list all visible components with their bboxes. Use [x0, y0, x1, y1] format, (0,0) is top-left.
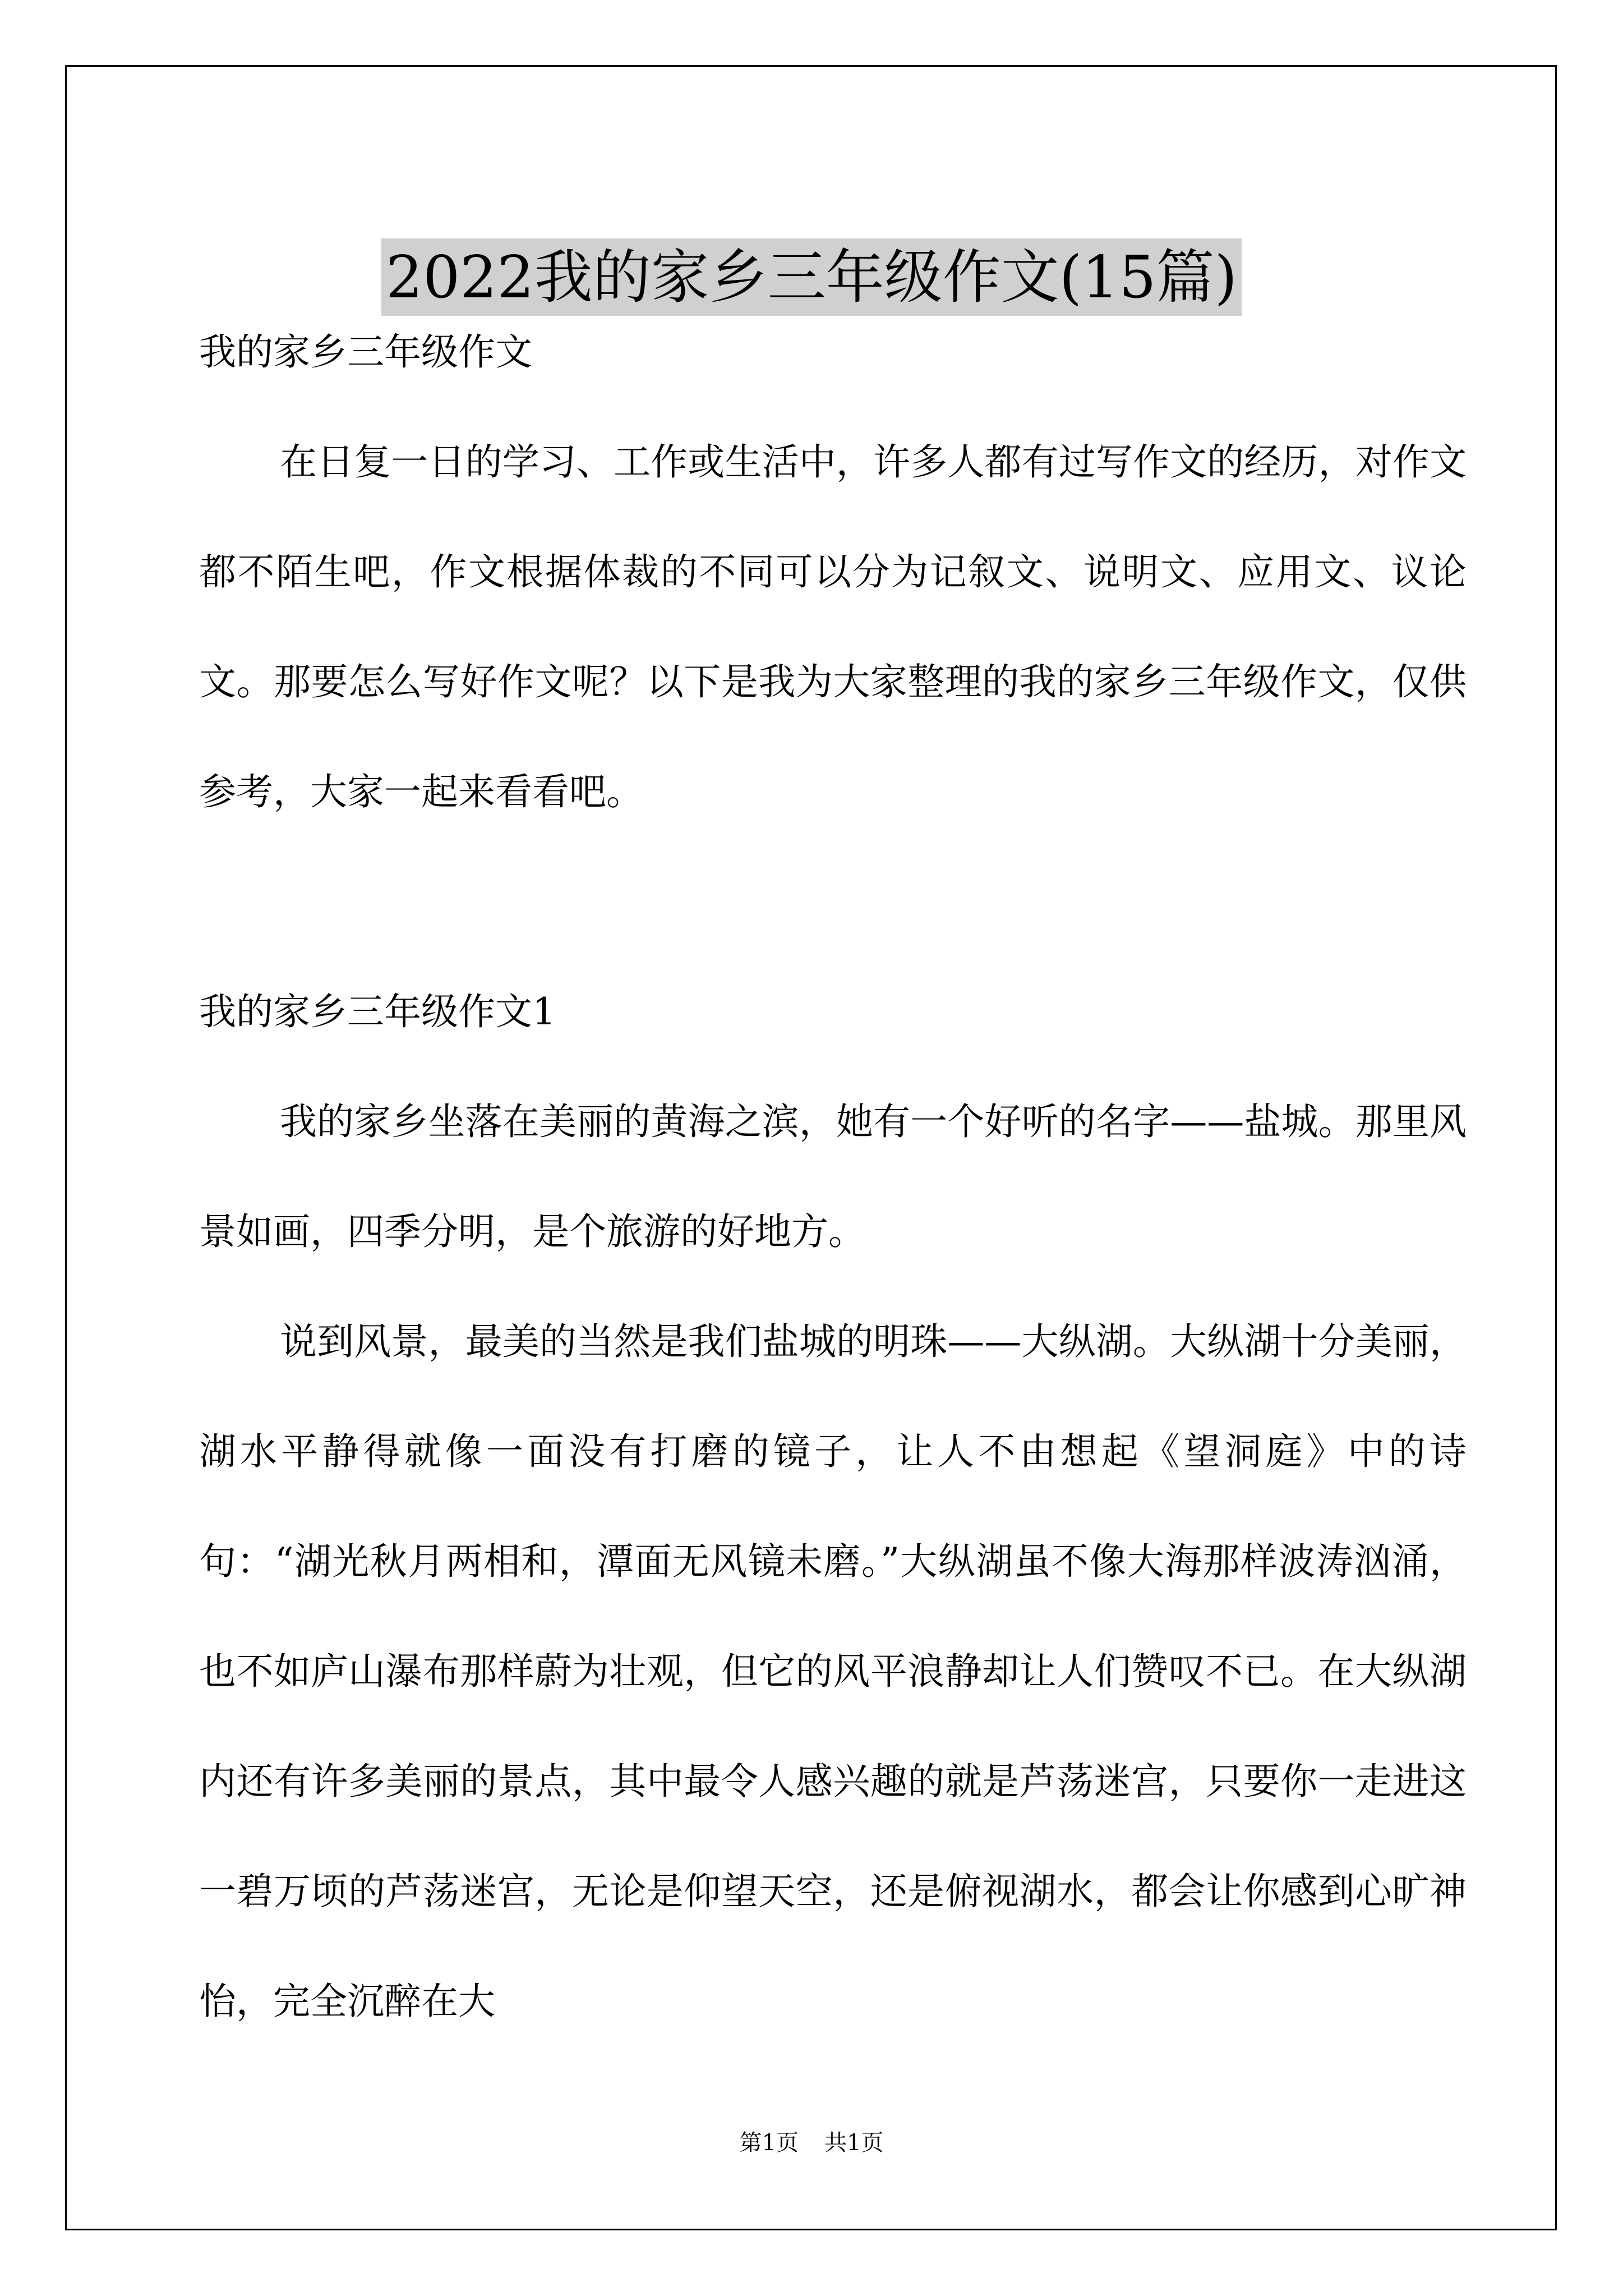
- document-body: [199, 297, 1467, 2056]
- body-paragraph: 我的家乡坐落在美丽的黄海之滨，她有一个好听的名字——盐城。那里风景如画，四季分明，是个旅游的好地方。: [199, 1100, 1467, 1253]
- page-number: 第1页: [739, 2130, 799, 2156]
- page-footer: [0, 2126, 1623, 2160]
- section-heading: 我的家乡三年级作文1: [199, 990, 556, 1033]
- document-title: 2022我的家乡三年级作文(15篇): [381, 238, 1242, 316]
- page-total: 共1页: [824, 2130, 884, 2156]
- section-gap: [199, 847, 1467, 957]
- body-paragraph: 说到风景，最美的当然是我们盐城的明珠——大纵湖。大纵湖十分美丽，湖水平静得就像一面没有打磨的镜子，让人不由想起《望洞庭》中的诗句：“湖光秋月两相和，潭面无风镜未磨。”大纵湖虽不像大海那样波涛汹涌，也不如庐山瀑布那样蔚为壮观，但它的风平浪静却让人们赞叹不已。在大纵湖内还有许多美丽的景点，其中最令人感兴趣的就是芦荡迷宫，只要你一走进这一碧万顷的芦荡迷宫，无论是仰望天空，还是俯视湖水，都会让你感到心旷神怡，完全沉醉在大: [199, 1320, 1467, 2023]
- intro-heading: 我的家乡三年级作文: [199, 330, 532, 374]
- intro-paragraph: 在日复一日的学习、工作或生活中，许多人都有过写作文的经历，对作文都不陌生吧，作文根据体裁的不同可以分为记叙文、说明文、应用文、议论文。那要怎么写好作文呢？以下是我为大家整理的我的家乡三年级作文，仅供参考，大家一起来看看吧。: [199, 440, 1467, 813]
